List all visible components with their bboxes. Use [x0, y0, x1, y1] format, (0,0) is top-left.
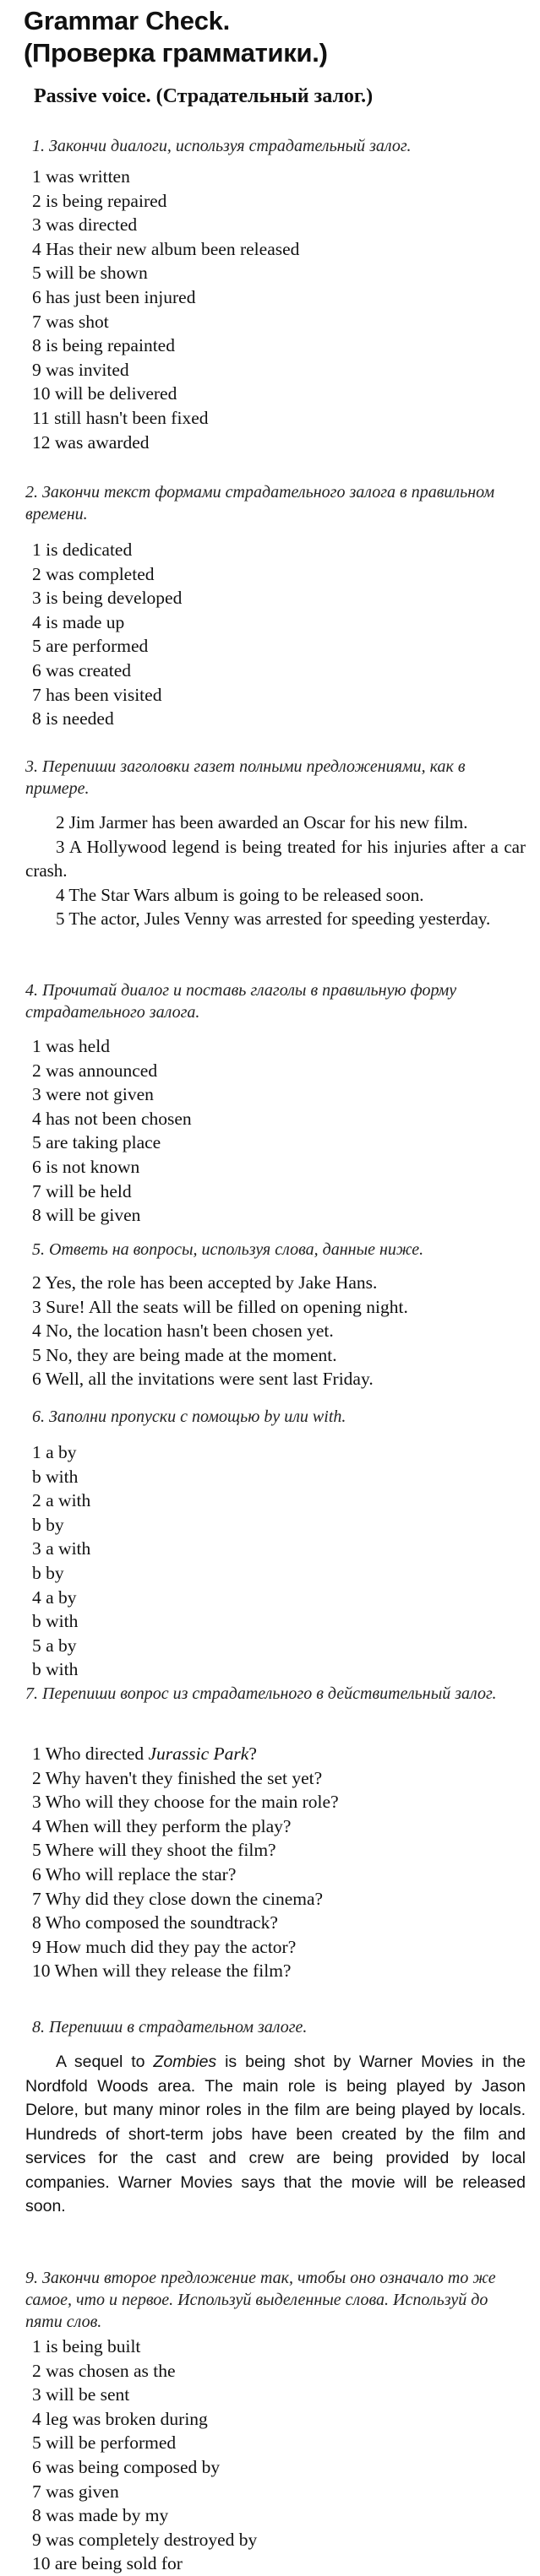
answer-line: b with [32, 1659, 79, 1680]
task-3-instruction: 3. Перепиши заголовки газет полными предложениями, как в примере. [25, 757, 466, 798]
answer-line: 5 are taking place [32, 1132, 161, 1153]
film-title: Jurassic Park [148, 1744, 249, 1764]
answer-line: b by [32, 1514, 64, 1535]
answer-sentence: 3 A Hollywood legend is being treated for his injuries after a car crash. [25, 836, 526, 881]
answer-line: 6 has just been injured [32, 286, 196, 307]
answer-line: b by [32, 1562, 64, 1583]
answer-line: 6 Who will replace the star? [32, 1863, 237, 1885]
task-7-answers [32, 1742, 527, 1983]
film-title: Zombies [153, 2053, 217, 2071]
answer-line: 4 When will they perform the play? [32, 1815, 292, 1836]
answer-line: 4 No, the location hasn't been chosen yet. [32, 1321, 334, 1342]
answer-line: 9 was completely destroyed by [32, 2529, 258, 2550]
title-line-1: Grammar Check. [24, 6, 230, 35]
answer-line: 8 will be given [32, 1205, 141, 1226]
answer-line: 7 was given [32, 2481, 119, 2502]
answer-line: 7 was shot [32, 311, 109, 332]
task-1-instruction: 1. Закончи диалоги, используя страдательный залог. [32, 137, 412, 155]
answer-line: 9 was invited [32, 359, 129, 380]
answer-line: 2 Yes, the role has been accepted by Jake Hans. [32, 1272, 378, 1293]
paragraph-text: A sequel to [56, 2053, 154, 2071]
answer-line: 5 a by [32, 1635, 77, 1656]
section-heading: Passive voice. (Страдательный залог.) [34, 85, 374, 107]
answer-text: 1 Who directed [32, 1744, 149, 1764]
task-5-instruction: 5. Ответь на вопросы, используя слова, данные ниже. [32, 1240, 424, 1259]
answer-line: 5 Where will they shoot the film? [32, 1840, 276, 1861]
answer-line: 4 is made up [32, 611, 125, 632]
answer-line: 11 still hasn't been fixed [32, 407, 209, 428]
answer-line: 3 a with [32, 1538, 91, 1559]
answer-line: 3 Sure! All the seats will be filled on opening night. [32, 1296, 408, 1317]
answer-line: 5 will be performed [32, 2432, 177, 2454]
answer-line: 9 How much did they pay the actor? [32, 1936, 297, 1957]
task-3-answers [25, 811, 526, 931]
answer-line: 1 is being built [32, 2336, 141, 2356]
answer-line: 4 a by [32, 1586, 77, 1608]
task-6-instruction: 6. Заполни пропуски с помощью by или with. [32, 1407, 346, 1426]
answer-line: 2 is being repaired [32, 190, 167, 211]
answer-line: b with [32, 1466, 79, 1487]
answer-line: 2 was announced [32, 1060, 158, 1081]
answer-line: 7 will be held [32, 1180, 132, 1201]
answer-line: 1 was written [32, 166, 130, 187]
task-8-instruction: 8. Перепиши в страдательном залоге. [32, 2018, 308, 2036]
answer-line: 5 will be shown [32, 263, 148, 284]
answer-sentence: 4 The Star Wars album is going to be released soon. [56, 884, 424, 905]
task-9-answers [32, 2335, 527, 2576]
task-9-instruction: 9. Закончи второе предложение так, чтобы оно означало то же самое, что и первое. Используй выделенные слова. Используй до пяти слов. [25, 2269, 496, 2331]
answer-line: 1 was held [32, 1036, 110, 1056]
answer-line: 5 are performed [32, 636, 149, 657]
answer-line: 2 was completed [32, 563, 155, 584]
answer-line: 10 will be delivered [32, 383, 177, 404]
answer-line: 6 is not known [32, 1156, 140, 1177]
answer-line: 7 has been visited [32, 684, 162, 705]
answer-line: 6 was created [32, 659, 131, 681]
answer-line: 6 Well, all the invitations were sent last Friday. [32, 1369, 374, 1390]
answer-line: 3 Who will they choose for the main role? [32, 1792, 339, 1813]
answer-line: 2 a with [32, 1490, 91, 1511]
answer-paragraph [25, 2050, 526, 2219]
task-5-answers [32, 1271, 527, 1391]
answer-line: 3 is being developed [32, 588, 183, 609]
answer-line: 10 are being sold for [32, 2553, 183, 2574]
task-8-answer [25, 2050, 526, 2219]
task-1-answers [32, 165, 527, 454]
task-7-instruction: 7. Перепиши вопрос из страдательного в действительный залог. [25, 1684, 497, 1703]
answer-line: 6 was being composed by [32, 2456, 221, 2477]
paragraph-text: is being shot by Warner Movies in the Nordfold Woods area. The main role is being played by Jason Delore, but many minor roles in the film are being played by locals. Hundreds of short-term jobs have been created by the film and services for the cast and crew are being provided by local companies. Warner Movies says that the movie will be released soon. [25, 2053, 526, 2215]
answer-line: 2 Why haven't they finished the set yet? [32, 1767, 323, 1788]
answer-line: 10 When will they release the film? [32, 1960, 292, 1982]
task-6-answers [32, 1440, 527, 1682]
answer-line: 4 has not been chosen [32, 1108, 192, 1129]
answer-line [32, 1742, 527, 1766]
task-4-answers [32, 1034, 527, 1228]
answer-sentence: 5 The actor, Jules Venny was arrested for speeding yesterday. [56, 908, 491, 930]
answer-line: 8 is needed [32, 708, 114, 729]
answer-line: 1 a by [32, 1442, 77, 1462]
answer-line: 4 leg was broken during [32, 2408, 208, 2429]
answer-line: 2 was chosen as the [32, 2360, 176, 2381]
answer-line: 3 was directed [32, 214, 138, 236]
answer-sentence: 2 Jim Jarmer has been awarded an Oscar for his new film. [56, 812, 468, 832]
page-title [24, 5, 328, 69]
task-4-instruction: 4. Прочитай диалог и поставь глаголы в правильную форму страдательного залога. [25, 981, 457, 1022]
answer-text: ? [248, 1744, 257, 1764]
task-2-instruction: 2. Закончи текст формами страдательного залога в правильном времени. [25, 483, 495, 523]
answer-line: 8 Who composed the soundtrack? [32, 1912, 278, 1933]
answer-line: 4 Has their new album been released [32, 238, 300, 259]
answer-line: 12 was awarded [32, 431, 150, 453]
answer-line: 7 Why did they close down the cinema? [32, 1888, 324, 1909]
answer-line: 8 is being repainted [32, 335, 175, 356]
task-2-answers [32, 538, 527, 731]
answer-line: 1 is dedicated [32, 540, 133, 560]
answer-line: 8 was made by my [32, 2505, 169, 2526]
answer-line: 3 were not given [32, 1084, 154, 1105]
answer-line: b with [32, 1611, 79, 1632]
title-line-2: (Проверка грамматики.) [24, 38, 328, 68]
answer-line: 5 No, they are being made at the moment. [32, 1344, 337, 1365]
answer-line: 3 will be sent [32, 2384, 130, 2405]
